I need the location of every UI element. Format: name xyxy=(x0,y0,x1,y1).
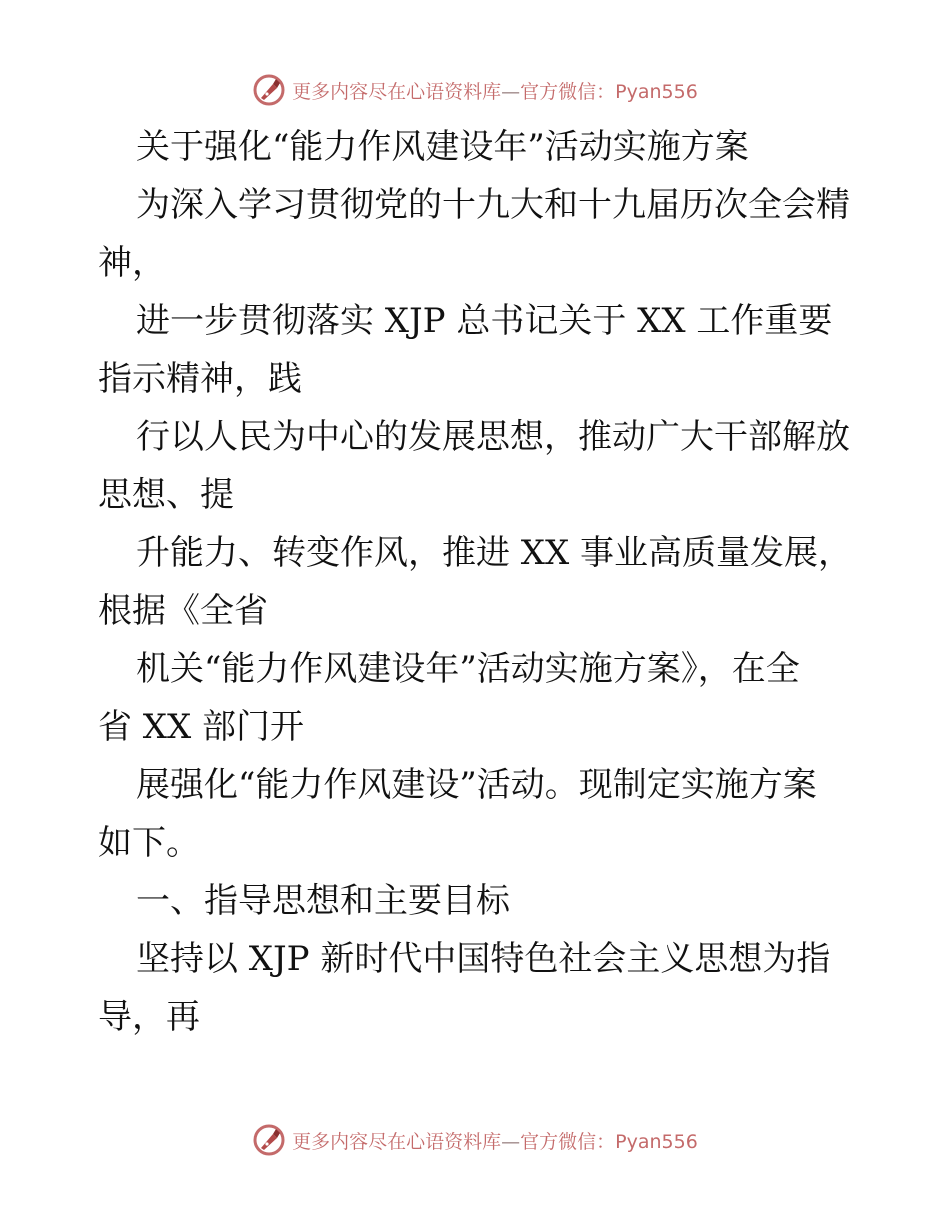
document-line: 进一步贯彻落实 XJP 总书记关于 XX 工作重要 xyxy=(136,301,833,341)
document-line: 展强化“能力作风建设”活动。现制定实施方案 xyxy=(136,765,817,805)
footer-watermark xyxy=(0,1120,950,1160)
document-line: 省 XX 部门开 xyxy=(98,707,305,747)
pen-nib-circle-icon xyxy=(252,73,286,107)
watermark-text xyxy=(292,1127,698,1154)
document-line: 如下。 xyxy=(98,823,200,863)
document-line: 为深入学习贯彻党的十九大和十九届历次全会精 xyxy=(136,185,850,225)
document-line: 升能力、转变作风，推进 XX 事业高质量发展， xyxy=(136,533,853,573)
watermark-separator: — xyxy=(501,1130,521,1153)
document-line: 机关“能力作风建设年”活动实施方案》，在全 xyxy=(136,649,800,689)
document-line: 坚持以 XJP 新时代中国特色社会主义思想为指 xyxy=(136,939,831,979)
watermark-contact: 官方微信：Pyan556 xyxy=(520,80,698,103)
document-line: 行以人民为中心的发展思想，推动广大干部解放 xyxy=(136,417,850,457)
document-line: 导，再 xyxy=(98,997,200,1037)
watermark-text xyxy=(292,77,698,104)
document-line: 根据《全省 xyxy=(98,591,268,631)
watermark-separator: — xyxy=(501,80,521,103)
watermark-brand: 更多内容尽在心语资料库 xyxy=(292,1130,502,1153)
document-line: 关于强化“能力作风建设年”活动实施方案 xyxy=(136,127,749,167)
watermark-contact: 官方微信：Pyan556 xyxy=(520,1130,698,1153)
document-line: 指示精神，践 xyxy=(98,359,302,399)
document-line: 一、指导思想和主要目标 xyxy=(136,881,510,921)
document-line: 思想、提 xyxy=(98,475,234,515)
header-watermark xyxy=(0,70,950,110)
document-body xyxy=(98,118,858,1046)
watermark-brand: 更多内容尽在心语资料库 xyxy=(292,80,502,103)
pen-nib-circle-icon xyxy=(252,1123,286,1157)
document-line: 神， xyxy=(98,243,166,283)
